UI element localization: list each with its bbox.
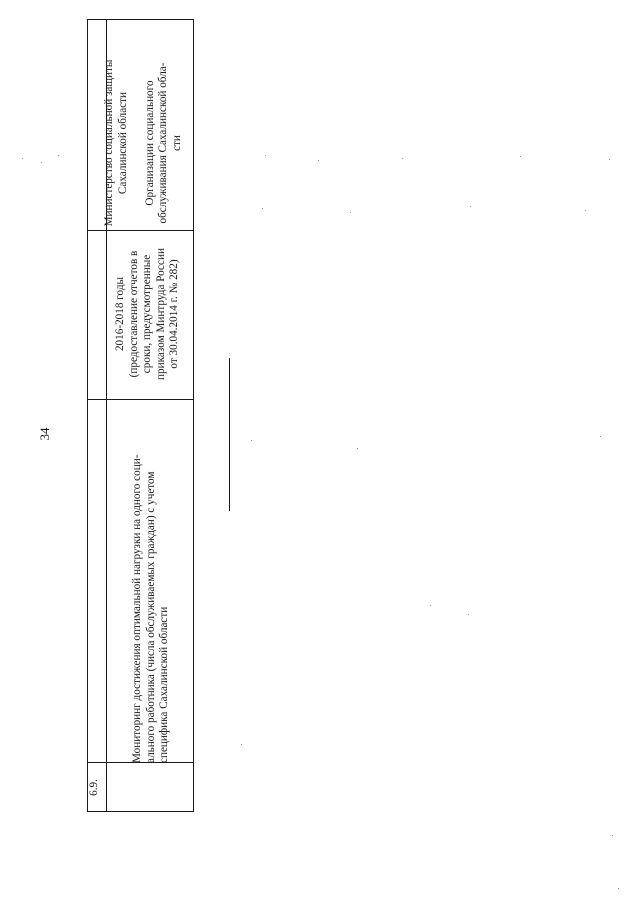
cell-row-number: 6.9. <box>88 779 100 796</box>
scan-dot <box>468 614 469 615</box>
scan-dot <box>58 155 59 156</box>
scan-dot <box>262 208 263 209</box>
scan-dot <box>251 440 252 441</box>
scan-dot <box>22 158 23 159</box>
scan-dot <box>41 162 42 163</box>
row-divider-activity <box>87 399 194 400</box>
scan-dot <box>402 158 403 159</box>
scan-dot <box>430 605 431 606</box>
scan-dot <box>350 212 351 213</box>
cell-responsible: Министерство социальной защиты Сахалинской области Организации социального обслуживания Сахалинской обла- сти <box>103 59 183 227</box>
scan-dot <box>470 206 471 207</box>
scan-dot <box>241 744 242 745</box>
cell-deadline: 2016-2018 годы (предоставление отчетов в сроки, предусмотренные приказом Минтруда России от 30.04.2014 г. № 282) <box>114 248 180 380</box>
table-border-top <box>87 19 194 20</box>
cell-activity: Мониторинг достижения оптимальной нагрузки на одного соци- ального работника (числа обслуживаемых граждан) с учетом специфика Сахалинской области <box>131 454 170 763</box>
scan-dot <box>357 448 358 449</box>
end-line <box>229 358 230 511</box>
scan-dot <box>585 210 586 211</box>
page-number: 34 <box>37 427 52 441</box>
table-border-bottom <box>87 811 194 812</box>
scan-dot <box>618 888 619 889</box>
scan-dot <box>318 160 319 161</box>
scan-dot <box>520 156 521 157</box>
scan-dot <box>612 835 613 836</box>
scan-dot <box>609 159 610 160</box>
scan-dot <box>600 436 601 437</box>
scan-dot <box>265 155 266 156</box>
table-border-left <box>87 19 88 812</box>
table-border-right <box>193 19 194 812</box>
